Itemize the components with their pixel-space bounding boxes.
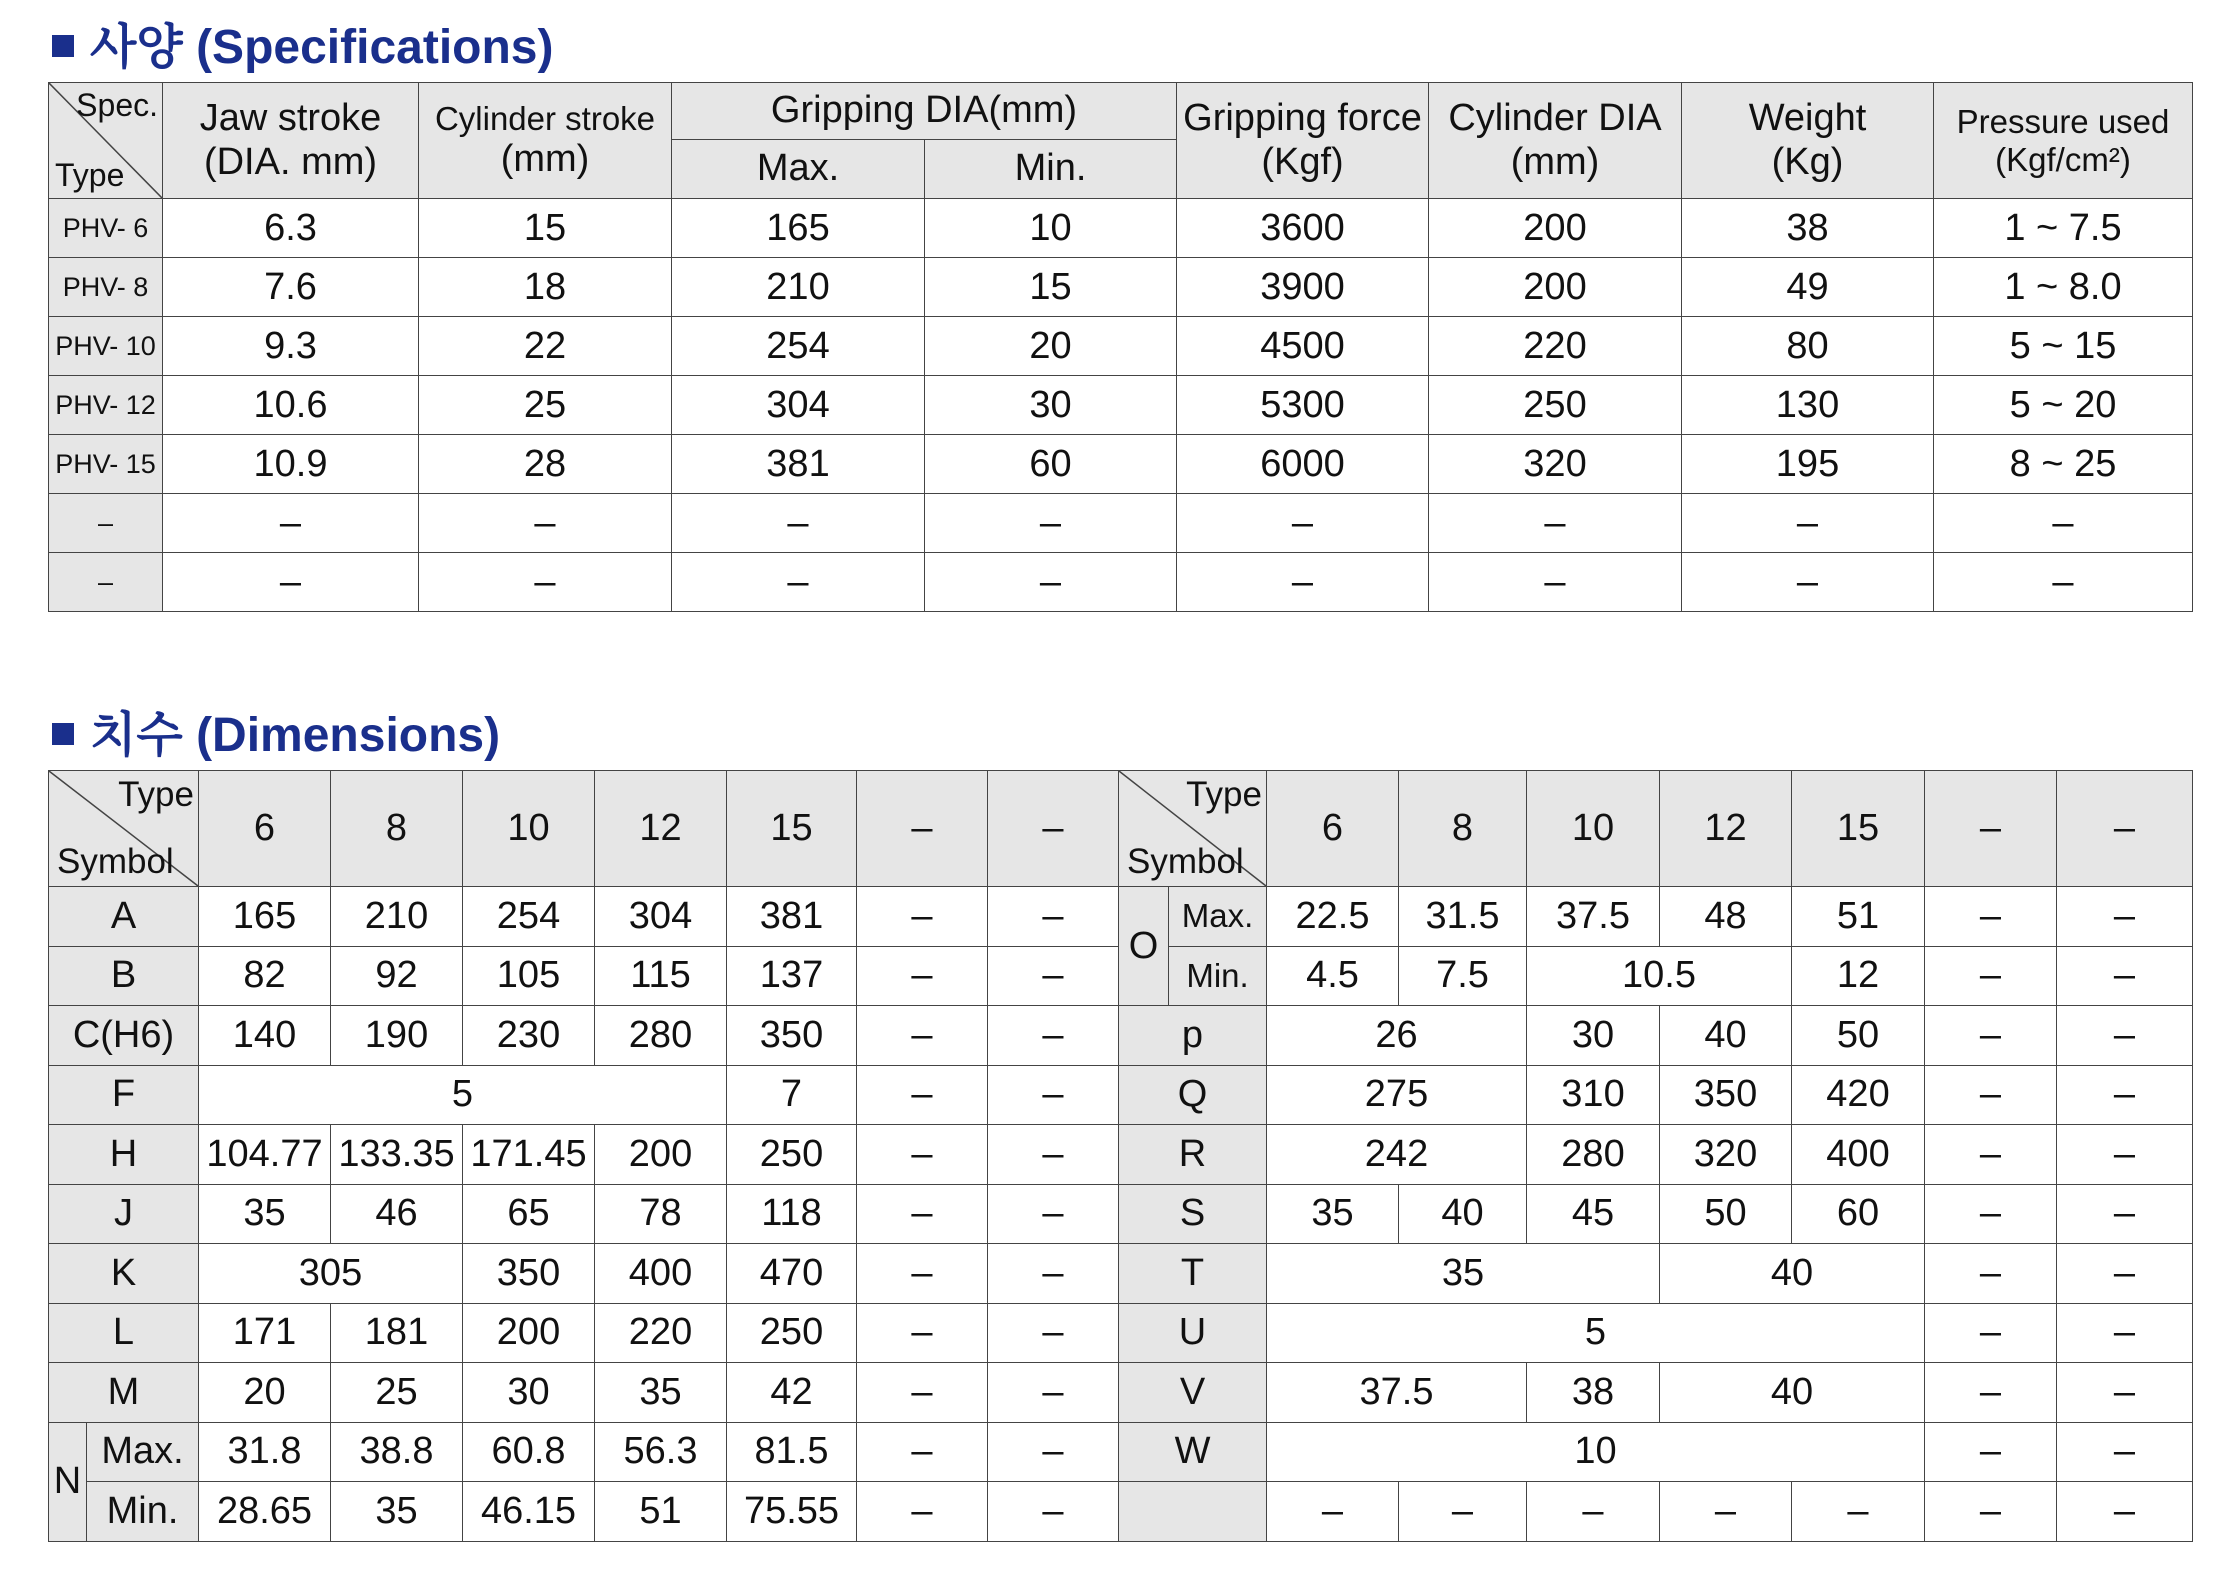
table-row [49, 887, 1119, 947]
dimension-value: – [988, 1184, 1119, 1244]
table-row [49, 199, 2193, 258]
table-row [1119, 1244, 2193, 1304]
dimension-value: – [857, 946, 988, 1006]
specifications-table [48, 82, 2193, 612]
dimension-value: – [2057, 1363, 2193, 1423]
spec-value: 320 [1429, 435, 1682, 494]
dimension-value: 12 [1792, 946, 1925, 1006]
symbol-label: V [1119, 1363, 1267, 1423]
dimension-value: 40 [1660, 1244, 1925, 1304]
spec-value: 18 [419, 258, 672, 317]
dimension-value: 275 [1267, 1065, 1527, 1125]
dimension-value: 137 [727, 946, 857, 1006]
dimension-value: 7 [727, 1065, 857, 1125]
dimension-value: 280 [595, 1006, 727, 1066]
dimension-value: 81.5 [727, 1422, 857, 1482]
dimension-value: 22.5 [1267, 887, 1399, 947]
dimension-value: 75.55 [727, 1482, 857, 1542]
dimension-value: – [988, 1303, 1119, 1363]
dimension-value: – [857, 1482, 988, 1542]
spec-value: 1 ~ 7.5 [1934, 199, 2193, 258]
dimension-value: 35 [331, 1482, 463, 1542]
sub-label: Min. [87, 1482, 199, 1542]
table-row [1119, 1422, 2193, 1482]
spec-value: – [1429, 553, 1682, 612]
dimension-value: 304 [595, 887, 727, 947]
dimension-value: 200 [463, 1303, 595, 1363]
dimension-value: 105 [463, 946, 595, 1006]
dimension-value: – [1925, 1244, 2057, 1304]
table-row [1119, 1303, 2193, 1363]
dimension-value: – [1527, 1482, 1660, 1542]
spec-value: 25 [419, 376, 672, 435]
dimension-value: – [1399, 1482, 1527, 1542]
symbol-label: p [1119, 1006, 1267, 1066]
dimension-value: 20 [199, 1363, 331, 1423]
dimension-value: 42 [727, 1363, 857, 1423]
symbol-label: K [49, 1244, 199, 1304]
dimension-value: 45 [1527, 1184, 1660, 1244]
spec-value: 38 [1682, 199, 1934, 258]
dimension-value: 280 [1527, 1125, 1660, 1185]
dimension-value: 118 [727, 1184, 857, 1244]
type-label: PHV- 6 [49, 199, 163, 258]
spec-value: 4500 [1177, 317, 1429, 376]
spec-value: 6.3 [163, 199, 419, 258]
dimensions-table-right [1118, 770, 2193, 1542]
dimension-value: – [988, 1482, 1119, 1542]
type-label: PHV- 15 [49, 435, 163, 494]
square-bullet-icon [52, 35, 74, 57]
sub-label: Min. [1169, 946, 1267, 1006]
spec-value: – [163, 553, 419, 612]
spec-type-corner-header [49, 83, 163, 199]
dimension-value: – [1925, 1184, 2057, 1244]
dimension-value: 60.8 [463, 1422, 595, 1482]
spec-value: 10.9 [163, 435, 419, 494]
dimension-value: 305 [199, 1244, 463, 1304]
dimension-value: – [1925, 946, 2057, 1006]
symbol-label: Q [1119, 1065, 1267, 1125]
dimension-value: 50 [1792, 1006, 1925, 1066]
dimension-value: 37.5 [1527, 887, 1660, 947]
spec-value: 28 [419, 435, 672, 494]
dimension-value: – [2057, 1303, 2193, 1363]
weight-header: Weight (Kg) [1682, 83, 1934, 199]
dimension-value: 82 [199, 946, 331, 1006]
dimension-value: 254 [463, 887, 595, 947]
table-row [1119, 1482, 2193, 1542]
spec-value: – [1682, 553, 1934, 612]
symbol-label: S [1119, 1184, 1267, 1244]
dimension-value: 242 [1267, 1125, 1527, 1185]
type-corner-label: Type [55, 157, 125, 193]
dimension-value: 470 [727, 1244, 857, 1304]
spec-value: 5 ~ 15 [1934, 317, 2193, 376]
dimension-value: – [1925, 1363, 2057, 1423]
dimension-value: 310 [1527, 1065, 1660, 1125]
dimension-value: 350 [727, 1006, 857, 1066]
symbol-label: J [49, 1184, 199, 1244]
table-row [1119, 1125, 2193, 1185]
dimensions-left-body [49, 887, 1119, 1542]
gripping-dia-header: Gripping DIA(mm) [672, 83, 1177, 140]
dimension-value: – [988, 1006, 1119, 1066]
dimension-value: 31.8 [199, 1422, 331, 1482]
spec-value: – [672, 494, 925, 553]
type-corner-label: Type [118, 775, 194, 814]
table-row [49, 376, 2193, 435]
dimension-value: 115 [595, 946, 727, 1006]
spec-value: – [925, 494, 1177, 553]
dimension-value: – [2057, 1184, 2193, 1244]
dimension-value: 230 [463, 1006, 595, 1066]
sub-label: Max. [1169, 887, 1267, 947]
dimension-value: 56.3 [595, 1422, 727, 1482]
specifications-title-text: 사양 (Specifications) [90, 21, 554, 74]
dimension-value: 400 [595, 1244, 727, 1304]
dimension-value: – [1925, 1303, 2057, 1363]
table-row [49, 317, 2193, 376]
dimension-value: 35 [1267, 1184, 1399, 1244]
dimension-value: 40 [1660, 1006, 1792, 1066]
dimension-value: – [857, 1065, 988, 1125]
type-header: 10 [1527, 771, 1660, 887]
dimension-value: 48 [1660, 887, 1792, 947]
spec-value: 210 [672, 258, 925, 317]
square-bullet-icon [52, 723, 74, 745]
type-label: PHV- 10 [49, 317, 163, 376]
dimension-value: 78 [595, 1184, 727, 1244]
dimension-value: 171.45 [463, 1125, 595, 1185]
table-row [49, 1303, 1119, 1363]
spec-value: – [1177, 553, 1429, 612]
dimension-value: 28.65 [199, 1482, 331, 1542]
dimension-value: 381 [727, 887, 857, 947]
dimension-value: 38 [1527, 1363, 1660, 1423]
spec-value: – [925, 553, 1177, 612]
spec-value: 254 [672, 317, 925, 376]
dimension-value: 400 [1792, 1125, 1925, 1185]
dimension-value: – [2057, 1244, 2193, 1304]
dimension-value: – [857, 1125, 988, 1185]
dimension-value: 4.5 [1267, 946, 1399, 1006]
spec-value: 7.6 [163, 258, 419, 317]
dimension-value: – [2057, 1006, 2193, 1066]
dimension-value: 140 [199, 1006, 331, 1066]
dimension-value: – [857, 1006, 988, 1066]
empty-symbol-cell [1119, 1482, 1267, 1542]
spec-value: 15 [419, 199, 672, 258]
dimension-value: 350 [1660, 1065, 1792, 1125]
dimension-value: 37.5 [1267, 1363, 1527, 1423]
table-row [1119, 1184, 2193, 1244]
dimension-value: 250 [727, 1125, 857, 1185]
dimension-value: 200 [595, 1125, 727, 1185]
table-row [49, 1006, 1119, 1066]
dimension-value: 51 [1792, 887, 1925, 947]
dimensions-right-body [1119, 887, 2193, 1542]
spec-value: 5300 [1177, 376, 1429, 435]
dimension-value: 10.5 [1527, 946, 1792, 1006]
dimension-value: – [988, 946, 1119, 1006]
dimension-value: – [988, 1125, 1119, 1185]
spec-value: – [419, 494, 672, 553]
type-corner-label: Type [1186, 775, 1262, 814]
dimension-value: – [2057, 1125, 2193, 1185]
spec-value: – [163, 494, 419, 553]
table-row [1119, 1006, 2193, 1066]
type-label: – [49, 494, 163, 553]
dimension-value: 133.35 [331, 1125, 463, 1185]
table-row [49, 494, 2193, 553]
spec-value: 10 [925, 199, 1177, 258]
dimension-value: 181 [331, 1303, 463, 1363]
table-row [49, 553, 2193, 612]
spec-value: 60 [925, 435, 1177, 494]
sub-label: Max. [87, 1422, 199, 1482]
dimension-value: – [1925, 1422, 2057, 1482]
spec-value: 22 [419, 317, 672, 376]
specifications-section-title [52, 8, 553, 77]
dimension-value: 50 [1660, 1184, 1792, 1244]
dimension-value: 65 [463, 1184, 595, 1244]
dimension-value: – [1925, 887, 2057, 947]
type-header: 15 [1792, 771, 1925, 887]
dimension-value: 220 [595, 1303, 727, 1363]
spec-value: 1 ~ 8.0 [1934, 258, 2193, 317]
dimension-value: 40 [1399, 1184, 1527, 1244]
table-row [1119, 887, 2193, 947]
dimension-value: 171 [199, 1303, 331, 1363]
spec-value: 8 ~ 25 [1934, 435, 2193, 494]
table-row [49, 1125, 1119, 1185]
type-header: – [1925, 771, 2057, 887]
symbol-label: C(H6) [49, 1006, 199, 1066]
spec-value: 20 [925, 317, 1177, 376]
dimension-value: 320 [1660, 1125, 1792, 1185]
dimension-value: 350 [463, 1244, 595, 1304]
dimension-value: 35 [1267, 1244, 1660, 1304]
dimension-value: 5 [1267, 1303, 1925, 1363]
symbol-label: F [49, 1065, 199, 1125]
dimension-value: 420 [1792, 1065, 1925, 1125]
type-header: – [857, 771, 988, 887]
dimension-value: 60 [1792, 1184, 1925, 1244]
dimension-value: – [988, 1363, 1119, 1423]
spec-value: – [1934, 494, 2193, 553]
dimension-value: – [988, 1244, 1119, 1304]
table-row [49, 1244, 1119, 1304]
spec-corner-label: Spec. [76, 87, 158, 123]
dimension-value: 10 [1267, 1422, 1925, 1482]
type-header: 6 [199, 771, 331, 887]
dimension-value: – [1660, 1482, 1792, 1542]
cylinder-stroke-header: Cylinder stroke (mm) [419, 83, 672, 199]
dimension-value: 51 [595, 1482, 727, 1542]
dimension-value: 46.15 [463, 1482, 595, 1542]
spec-value: – [419, 553, 672, 612]
dimension-value: 30 [1527, 1006, 1660, 1066]
dimension-value: – [988, 1422, 1119, 1482]
symbol-label: T [1119, 1244, 1267, 1304]
dimension-value: – [2057, 946, 2193, 1006]
dimension-value: 5 [199, 1065, 727, 1125]
type-header: 6 [1267, 771, 1399, 887]
symbol-label: A [49, 887, 199, 947]
specifications-body [49, 199, 2193, 612]
symbol-corner-label: Symbol [57, 842, 174, 881]
dimension-value: – [1925, 1482, 2057, 1542]
dimension-value: – [1792, 1482, 1925, 1542]
dimensions-title-text: 치수 (Dimensions) [90, 709, 501, 762]
dimension-value: 38.8 [331, 1422, 463, 1482]
dimension-value: 250 [727, 1303, 857, 1363]
dimension-value: – [1925, 1006, 2057, 1066]
dimension-value: – [857, 1244, 988, 1304]
dim-right-corner-header [1119, 771, 1267, 887]
dimension-value: – [857, 887, 988, 947]
symbol-label: U [1119, 1303, 1267, 1363]
spec-value: 9.3 [163, 317, 419, 376]
dimension-value: – [2057, 1065, 2193, 1125]
dimension-value: 31.5 [1399, 887, 1527, 947]
spec-value: 49 [1682, 258, 1934, 317]
spec-value: 200 [1429, 199, 1682, 258]
spec-value: – [1682, 494, 1934, 553]
gripping-min-header: Min. [925, 140, 1177, 199]
table-row [1119, 1065, 2193, 1125]
dimension-value: – [2057, 1482, 2193, 1542]
dimension-value: 25 [331, 1363, 463, 1423]
spec-value: 3600 [1177, 199, 1429, 258]
dimension-value: 35 [199, 1184, 331, 1244]
cylinder-dia-header: Cylinder DIA (mm) [1429, 83, 1682, 199]
dimension-value: 210 [331, 887, 463, 947]
dimension-value: – [1925, 1125, 2057, 1185]
dimension-value: 40 [1660, 1363, 1925, 1423]
type-label: PHV- 12 [49, 376, 163, 435]
spec-value: 10.6 [163, 376, 419, 435]
spec-value: 80 [1682, 317, 1934, 376]
type-header: 8 [331, 771, 463, 887]
dimension-value: 46 [331, 1184, 463, 1244]
gripping-force-header: Gripping force (Kgf) [1177, 83, 1429, 199]
spec-value: 304 [672, 376, 925, 435]
dimension-value: 104.77 [199, 1125, 331, 1185]
symbol-label: H [49, 1125, 199, 1185]
symbol-corner-label: Symbol [1127, 842, 1244, 881]
dimension-value: 190 [331, 1006, 463, 1066]
spec-value: 130 [1682, 376, 1934, 435]
spec-value: – [1429, 494, 1682, 553]
table-row [49, 258, 2193, 317]
dimension-value: – [2057, 1422, 2193, 1482]
type-header: 12 [595, 771, 727, 887]
table-row [1119, 1363, 2193, 1423]
symbol-label: M [49, 1363, 199, 1423]
spec-value: 250 [1429, 376, 1682, 435]
dimension-value: – [988, 887, 1119, 947]
spec-value: 15 [925, 258, 1177, 317]
type-label: – [49, 553, 163, 612]
dimensions-table-left [48, 770, 1119, 1542]
spec-value: 5 ~ 20 [1934, 376, 2193, 435]
dimension-value: – [988, 1065, 1119, 1125]
spec-value: 6000 [1177, 435, 1429, 494]
spec-value: 195 [1682, 435, 1934, 494]
symbol-label: R [1119, 1125, 1267, 1185]
type-header: 10 [463, 771, 595, 887]
dimensions-section-title [52, 696, 500, 765]
table-row [1119, 946, 2193, 1006]
symbol-label: W [1119, 1422, 1267, 1482]
spec-value: 200 [1429, 258, 1682, 317]
table-row [49, 1184, 1119, 1244]
dimension-value: – [1267, 1482, 1399, 1542]
table-row [49, 435, 2193, 494]
spec-value: 381 [672, 435, 925, 494]
gripping-max-header: Max. [672, 140, 925, 199]
symbol-label: B [49, 946, 199, 1006]
type-header: – [2057, 771, 2193, 887]
pressure-used-header: Pressure used (Kgf/cm²) [1934, 83, 2193, 199]
dimension-value: 165 [199, 887, 331, 947]
type-header: 12 [1660, 771, 1792, 887]
dimension-value: 35 [595, 1363, 727, 1423]
dimension-value: – [857, 1363, 988, 1423]
symbol-label: O [1119, 887, 1169, 1006]
dimension-value: – [857, 1303, 988, 1363]
type-header: 15 [727, 771, 857, 887]
type-label: PHV- 8 [49, 258, 163, 317]
spec-value: 165 [672, 199, 925, 258]
dimension-value: – [857, 1422, 988, 1482]
spec-value: – [1177, 494, 1429, 553]
table-row [49, 1422, 1119, 1482]
dimension-value: 30 [463, 1363, 595, 1423]
type-header: 8 [1399, 771, 1527, 887]
spec-value: 30 [925, 376, 1177, 435]
dimension-value: 26 [1267, 1006, 1527, 1066]
symbol-label: L [49, 1303, 199, 1363]
symbol-label: N [49, 1422, 87, 1541]
spec-value: 220 [1429, 317, 1682, 376]
dimension-value: – [2057, 887, 2193, 947]
dimension-value: – [857, 1184, 988, 1244]
dim-left-corner-header [49, 771, 199, 887]
spec-value: – [672, 553, 925, 612]
dimension-value: 92 [331, 946, 463, 1006]
jaw-stroke-header: Jaw stroke (DIA. mm) [163, 83, 419, 199]
table-row [49, 1065, 1119, 1125]
table-row [49, 1363, 1119, 1423]
table-row [49, 946, 1119, 1006]
dimension-value: 7.5 [1399, 946, 1527, 1006]
spec-value: – [1934, 553, 2193, 612]
dimension-value: – [1925, 1065, 2057, 1125]
spec-value: 3900 [1177, 258, 1429, 317]
table-row [49, 1482, 1119, 1542]
type-header: – [988, 771, 1119, 887]
